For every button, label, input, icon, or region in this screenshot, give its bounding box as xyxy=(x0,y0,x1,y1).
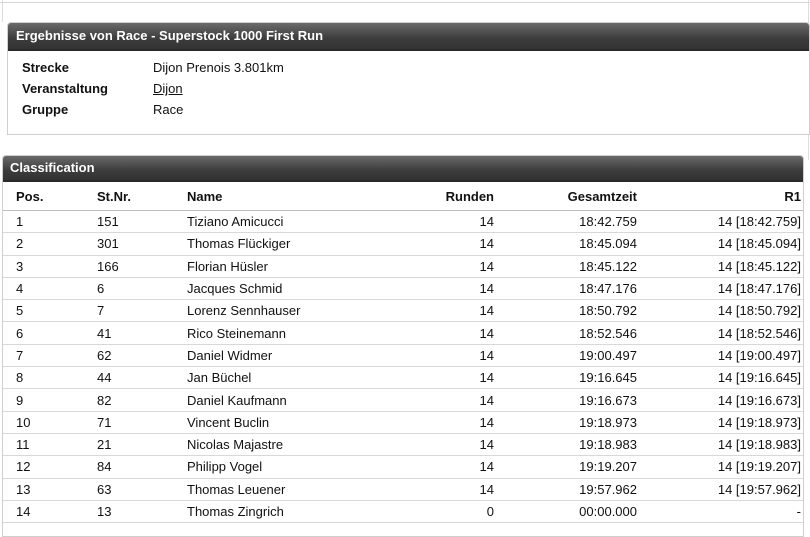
cell-laps: 14 xyxy=(357,478,494,500)
cell-laps: 14 xyxy=(357,322,494,344)
table-row xyxy=(3,433,804,455)
cell-r1: 14 [18:52.546] xyxy=(637,322,804,344)
cell-name: Thomas Flückiger xyxy=(187,233,357,255)
cell-start-number: 7 xyxy=(97,300,187,322)
race-info-table xyxy=(22,57,284,120)
classification-body xyxy=(3,211,804,523)
cell-pos: 11 xyxy=(3,433,97,455)
table-row xyxy=(3,277,804,299)
cell-r1: 14 [19:18.983] xyxy=(637,433,804,455)
cell-start-number: 6 xyxy=(97,277,187,299)
table-row xyxy=(3,322,804,344)
cell-pos: 1 xyxy=(3,211,97,233)
cell-name: Tiziano Amicucci xyxy=(187,211,357,233)
cell-total-time: 19:16.645 xyxy=(494,367,637,389)
cell-pos: 9 xyxy=(3,389,97,411)
cell-name: Thomas Leuener xyxy=(187,478,357,500)
cell-total-time: 19:57.962 xyxy=(494,478,637,500)
cell-name: Jan Büchel xyxy=(187,367,357,389)
cell-start-number: 166 xyxy=(97,255,187,277)
race-info-panel xyxy=(7,22,810,135)
cell-laps: 14 xyxy=(357,211,494,233)
cell-name: Jacques Schmid xyxy=(187,277,357,299)
top-divider xyxy=(0,2,810,3)
cell-r1: 14 [19:00.497] xyxy=(637,344,804,366)
cell-total-time: 00:00.000 xyxy=(494,500,637,522)
table-row xyxy=(3,411,804,433)
cell-total-time: 19:16.673 xyxy=(494,389,637,411)
cell-pos: 13 xyxy=(3,478,97,500)
event-link[interactable]: Dijon xyxy=(153,81,183,96)
cell-start-number: 13 xyxy=(97,500,187,522)
cell-r1: 14 [18:45.122] xyxy=(637,255,804,277)
cell-laps: 14 xyxy=(357,300,494,322)
cell-pos: 5 xyxy=(3,300,97,322)
cell-pos: 14 xyxy=(3,500,97,522)
col-header-r1[interactable]: R1 xyxy=(637,182,804,211)
group-label: Gruppe xyxy=(22,102,69,117)
cell-start-number: 63 xyxy=(97,478,187,500)
table-row xyxy=(3,344,804,366)
info-row-group xyxy=(22,99,284,120)
cell-start-number: 62 xyxy=(97,344,187,366)
table-row xyxy=(3,367,804,389)
cell-pos: 8 xyxy=(3,367,97,389)
cell-name: Lorenz Sennhauser xyxy=(187,300,357,322)
table-row xyxy=(3,255,804,277)
cell-start-number: 84 xyxy=(97,456,187,478)
cell-laps: 14 xyxy=(357,255,494,277)
table-row xyxy=(3,300,804,322)
cell-laps: 14 xyxy=(357,389,494,411)
group-value: Race xyxy=(153,102,184,117)
cell-pos: 2 xyxy=(3,233,97,255)
cell-name: Florian Hüsler xyxy=(187,255,357,277)
cell-total-time: 18:45.122 xyxy=(494,255,637,277)
cell-pos: 3 xyxy=(3,255,97,277)
cell-r1: 14 [18:47.176] xyxy=(637,277,804,299)
cell-total-time: 19:18.973 xyxy=(494,411,637,433)
cell-total-time: 18:52.546 xyxy=(494,322,637,344)
classification-panel xyxy=(2,155,804,537)
col-header-pos[interactable]: Pos. xyxy=(3,182,97,211)
cell-r1: 14 [19:16.645] xyxy=(637,367,804,389)
table-row xyxy=(3,389,804,411)
cell-total-time: 19:19.207 xyxy=(494,456,637,478)
cell-total-time: 18:50.792 xyxy=(494,300,637,322)
classification-table xyxy=(3,182,804,523)
cell-total-time: 19:18.983 xyxy=(494,433,637,455)
col-header-laps[interactable]: Runden xyxy=(357,182,494,211)
table-row xyxy=(3,456,804,478)
cell-name: Daniel Kaufmann xyxy=(187,389,357,411)
cell-laps: 14 xyxy=(357,411,494,433)
cell-pos: 6 xyxy=(3,322,97,344)
table-row xyxy=(3,478,804,500)
cell-start-number: 82 xyxy=(97,389,187,411)
race-info-title: Ergebnisse von Race - Superstock 1000 First Run xyxy=(8,23,809,51)
cell-laps: 14 xyxy=(357,367,494,389)
table-row xyxy=(3,211,804,233)
cell-name: Thomas Zingrich xyxy=(187,500,357,522)
classification-title: Classification xyxy=(3,156,803,182)
cell-start-number: 44 xyxy=(97,367,187,389)
table-row xyxy=(3,233,804,255)
cell-total-time: 18:47.176 xyxy=(494,277,637,299)
track-label: Strecke xyxy=(22,60,69,75)
cell-start-number: 71 xyxy=(97,411,187,433)
cell-pos: 12 xyxy=(3,456,97,478)
cell-name: Daniel Widmer xyxy=(187,344,357,366)
info-row-event xyxy=(22,78,284,99)
cell-name: Rico Steinemann xyxy=(187,322,357,344)
col-header-name[interactable]: Name xyxy=(187,182,357,211)
left-border-line xyxy=(2,0,3,22)
cell-pos: 10 xyxy=(3,411,97,433)
info-row-track xyxy=(22,57,284,78)
cell-pos: 4 xyxy=(3,277,97,299)
cell-laps: 14 xyxy=(357,344,494,366)
col-header-start-number[interactable]: St.Nr. xyxy=(97,182,187,211)
cell-total-time: 18:45.094 xyxy=(494,233,637,255)
cell-laps: 0 xyxy=(357,500,494,522)
cell-r1: 14 [19:19.207] xyxy=(637,456,804,478)
event-label: Veranstaltung xyxy=(22,81,108,96)
cell-r1: 14 [18:45.094] xyxy=(637,233,804,255)
cell-laps: 14 xyxy=(357,233,494,255)
cell-r1: 14 [19:16.673] xyxy=(637,389,804,411)
cell-r1: 14 [18:42.759] xyxy=(637,211,804,233)
cell-name: Nicolas Majastre xyxy=(187,433,357,455)
cell-start-number: 41 xyxy=(97,322,187,344)
col-header-total-time[interactable]: Gesamtzeit xyxy=(494,182,637,211)
cell-laps: 14 xyxy=(357,433,494,455)
cell-r1: 14 [18:50.792] xyxy=(637,300,804,322)
cell-r1: - xyxy=(637,500,804,522)
cell-laps: 14 xyxy=(357,456,494,478)
cell-start-number: 301 xyxy=(97,233,187,255)
cell-r1: 14 [19:18.973] xyxy=(637,411,804,433)
cell-start-number: 151 xyxy=(97,211,187,233)
cell-name: Philipp Vogel xyxy=(187,456,357,478)
table-header-row xyxy=(3,182,804,211)
cell-total-time: 18:42.759 xyxy=(494,211,637,233)
cell-r1: 14 [19:57.962] xyxy=(637,478,804,500)
cell-start-number: 21 xyxy=(97,433,187,455)
cell-name: Vincent Buclin xyxy=(187,411,357,433)
track-value: Dijon Prenois 3.801km xyxy=(153,60,284,75)
table-row xyxy=(3,500,804,522)
cell-pos: 7 xyxy=(3,344,97,366)
cell-total-time: 19:00.497 xyxy=(494,344,637,366)
cell-laps: 14 xyxy=(357,277,494,299)
